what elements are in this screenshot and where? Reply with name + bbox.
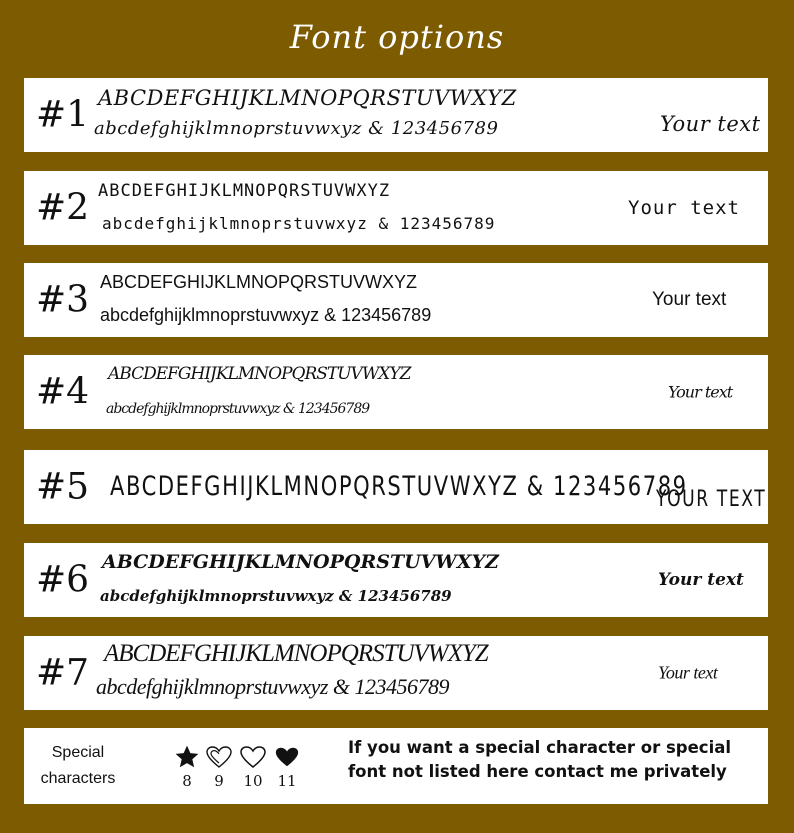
outline-heart-icon bbox=[239, 744, 267, 770]
font-option-5 bbox=[24, 450, 768, 524]
font-lowercase-sample: abcdefghijklmnoprstuvwxyz & 123456789 bbox=[106, 401, 370, 417]
glyph-number: 10 bbox=[243, 772, 263, 790]
font-lowercase-sample: abcdefghijklmnoprstuvwxyz & 123456789 bbox=[102, 214, 496, 233]
font-number: #6 bbox=[36, 559, 90, 601]
font-number: #2 bbox=[36, 187, 90, 229]
label-line-2: characters bbox=[40, 770, 116, 787]
font-lowercase-sample: abcdefghijklmnoprstuvwxyz & 123456789 bbox=[94, 118, 499, 139]
font-option-2 bbox=[24, 171, 768, 245]
font-number: #4 bbox=[36, 371, 90, 413]
font-uppercase-sample: ABCDEFGHIJKLMNOPQRSTUVWXYZ & 123456789 bbox=[110, 471, 688, 502]
font-uppercase-sample: ABCDEFGHIJKLMNOPQRSTUVWXYZ bbox=[108, 364, 411, 384]
font-number: #5 bbox=[36, 466, 90, 508]
font-lowercase-sample: abcdefghijklmnoprstuvwxyz & 123456789 bbox=[100, 587, 452, 605]
font-uppercase-sample: ABCDEFGHIJKLMNOPQRSTUVWXYZ bbox=[104, 640, 488, 667]
note-line-2: font not listed here contact me privately bbox=[348, 762, 727, 781]
your-text-sample: Your text bbox=[668, 382, 733, 402]
glyph-number: 11 bbox=[277, 772, 297, 790]
font-uppercase-sample: ABCDEFGHIJKLMNOPQRSTUVWXYZ bbox=[100, 272, 418, 292]
font-lowercase-sample: abcdefghijklmnoprstuvwxyz & 123456789 bbox=[96, 674, 450, 699]
glyph-number: 8 bbox=[182, 772, 192, 790]
font-lowercase-sample: abcdefghijklmnoprstuvwxyz & 123456789 bbox=[100, 305, 432, 325]
note-line-1: If you want a special character or special bbox=[348, 738, 732, 757]
your-text-sample: Your text bbox=[658, 662, 718, 683]
your-text-sample: Your text bbox=[652, 289, 727, 310]
font-option-4 bbox=[24, 355, 768, 429]
special-characters-label bbox=[32, 740, 124, 792]
star-icon bbox=[174, 744, 200, 770]
your-text-sample: YOUR TEXT bbox=[656, 487, 767, 512]
label-line-1: Special bbox=[51, 744, 105, 761]
font-number: #1 bbox=[36, 94, 90, 136]
font-option-6 bbox=[24, 543, 768, 617]
glyph-11 bbox=[272, 744, 302, 790]
glyph-number: 9 bbox=[214, 772, 224, 790]
font-number: #3 bbox=[36, 279, 90, 321]
your-text-sample: Your text bbox=[660, 112, 761, 136]
font-uppercase-sample: ABCDEFGHIJKLMNOPQRSTUVWXYZ bbox=[98, 181, 391, 201]
glyph-10 bbox=[238, 744, 268, 790]
glyph-9 bbox=[204, 744, 234, 790]
font-uppercase-sample: ABCDEFGHIJKLMNOPQRSTUVWXYZ bbox=[98, 86, 517, 110]
font-option-7 bbox=[24, 636, 768, 710]
font-uppercase-sample: ABCDEFGHIJKLMNOPQRSTUVWXYZ bbox=[102, 551, 499, 573]
font-option-1 bbox=[24, 78, 768, 152]
special-request-note bbox=[348, 736, 758, 784]
glyph-8 bbox=[172, 744, 202, 790]
page-title: Font options bbox=[289, 18, 505, 56]
your-text-sample: Your text bbox=[658, 570, 744, 590]
filled-heart-icon bbox=[274, 744, 300, 770]
your-text-sample: Your text bbox=[628, 197, 740, 219]
font-number: #7 bbox=[36, 652, 90, 694]
font-option-3 bbox=[24, 263, 768, 337]
special-characters-panel bbox=[24, 728, 768, 804]
double-heart-icon bbox=[205, 744, 233, 770]
